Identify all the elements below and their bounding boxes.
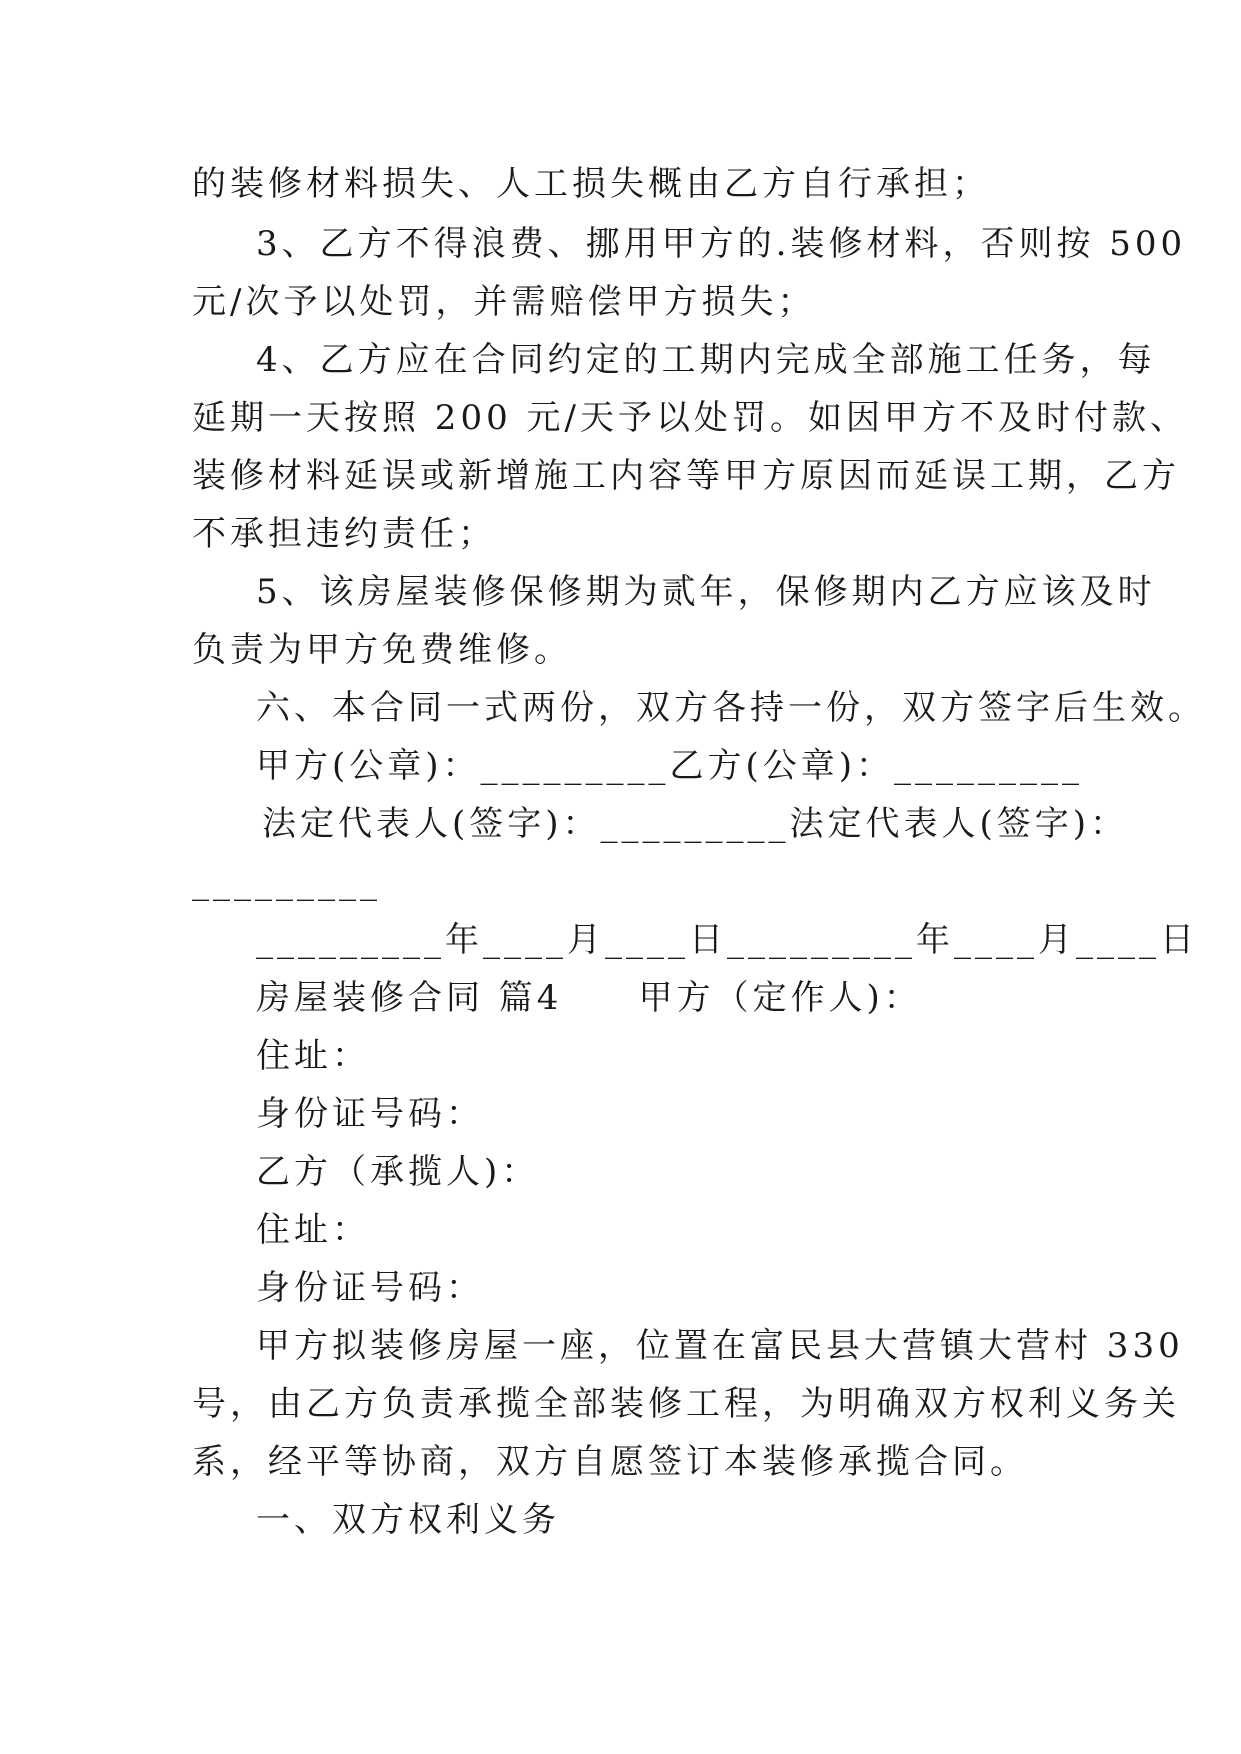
text-line: 4、乙方应在合同约定的工期内完成全部施工任务，每 xyxy=(256,340,1156,380)
text-line: 不承担违约责任； xyxy=(192,514,496,554)
party-b-label: 乙方（承揽人)： xyxy=(256,1152,540,1192)
text-line: 装修材料延误或新增施工内容等甲方原因而延误工期，乙方 xyxy=(192,456,1180,496)
text-line: 5、该房屋装修保修期为贰年，保修期内乙方应该及时 xyxy=(256,572,1156,612)
text-line: 元/次予以处罚，并需赔偿甲方损失； xyxy=(192,282,816,322)
clause-heading: 一、双方权利义务 xyxy=(256,1500,560,1540)
party-a-address: 住址： xyxy=(256,1036,370,1076)
text-line: 负责为甲方免费维修。 xyxy=(192,630,572,670)
text-line: 系，经平等协商，双方自愿签订本装修承揽合同。 xyxy=(192,1442,1028,1482)
text-line: 的装修材料损失、人工损失概由乙方自行承担； xyxy=(192,164,990,204)
text-line: 延期一天按照 200 元/天予以处罚。如因甲方不及时付款、 xyxy=(192,398,1188,438)
text-line: 六、本合同一式两份，双方各持一份，双方签字后生效。 xyxy=(256,688,1206,728)
date-line: _________年____月____日_________年____月____日 xyxy=(256,920,1198,960)
signature-line-representative: 法定代表人(签字)：_________法定代表人(签字)： xyxy=(262,804,1129,844)
text-line: 号，由乙方负责承揽全部装修工程，为明确双方权利义务关 xyxy=(192,1384,1180,1424)
text-line: 甲方拟装修房屋一座，位置在富民县大营镇大营村 330 xyxy=(256,1326,1184,1366)
section-heading: 房屋装修合同 篇4 甲方（定作人)： xyxy=(256,978,922,1018)
text-line: 3、乙方不得浪费、挪用甲方的.装修材料，否则按 500 xyxy=(256,224,1187,264)
signature-blank: _________ xyxy=(192,862,381,902)
party-a-id: 身份证号码： xyxy=(256,1094,484,1134)
party-b-id: 身份证号码： xyxy=(256,1268,484,1308)
signature-line-seal: 甲方(公章)：_________乙方(公章)：_________ xyxy=(256,746,1084,786)
party-b-address: 住址： xyxy=(256,1210,370,1250)
